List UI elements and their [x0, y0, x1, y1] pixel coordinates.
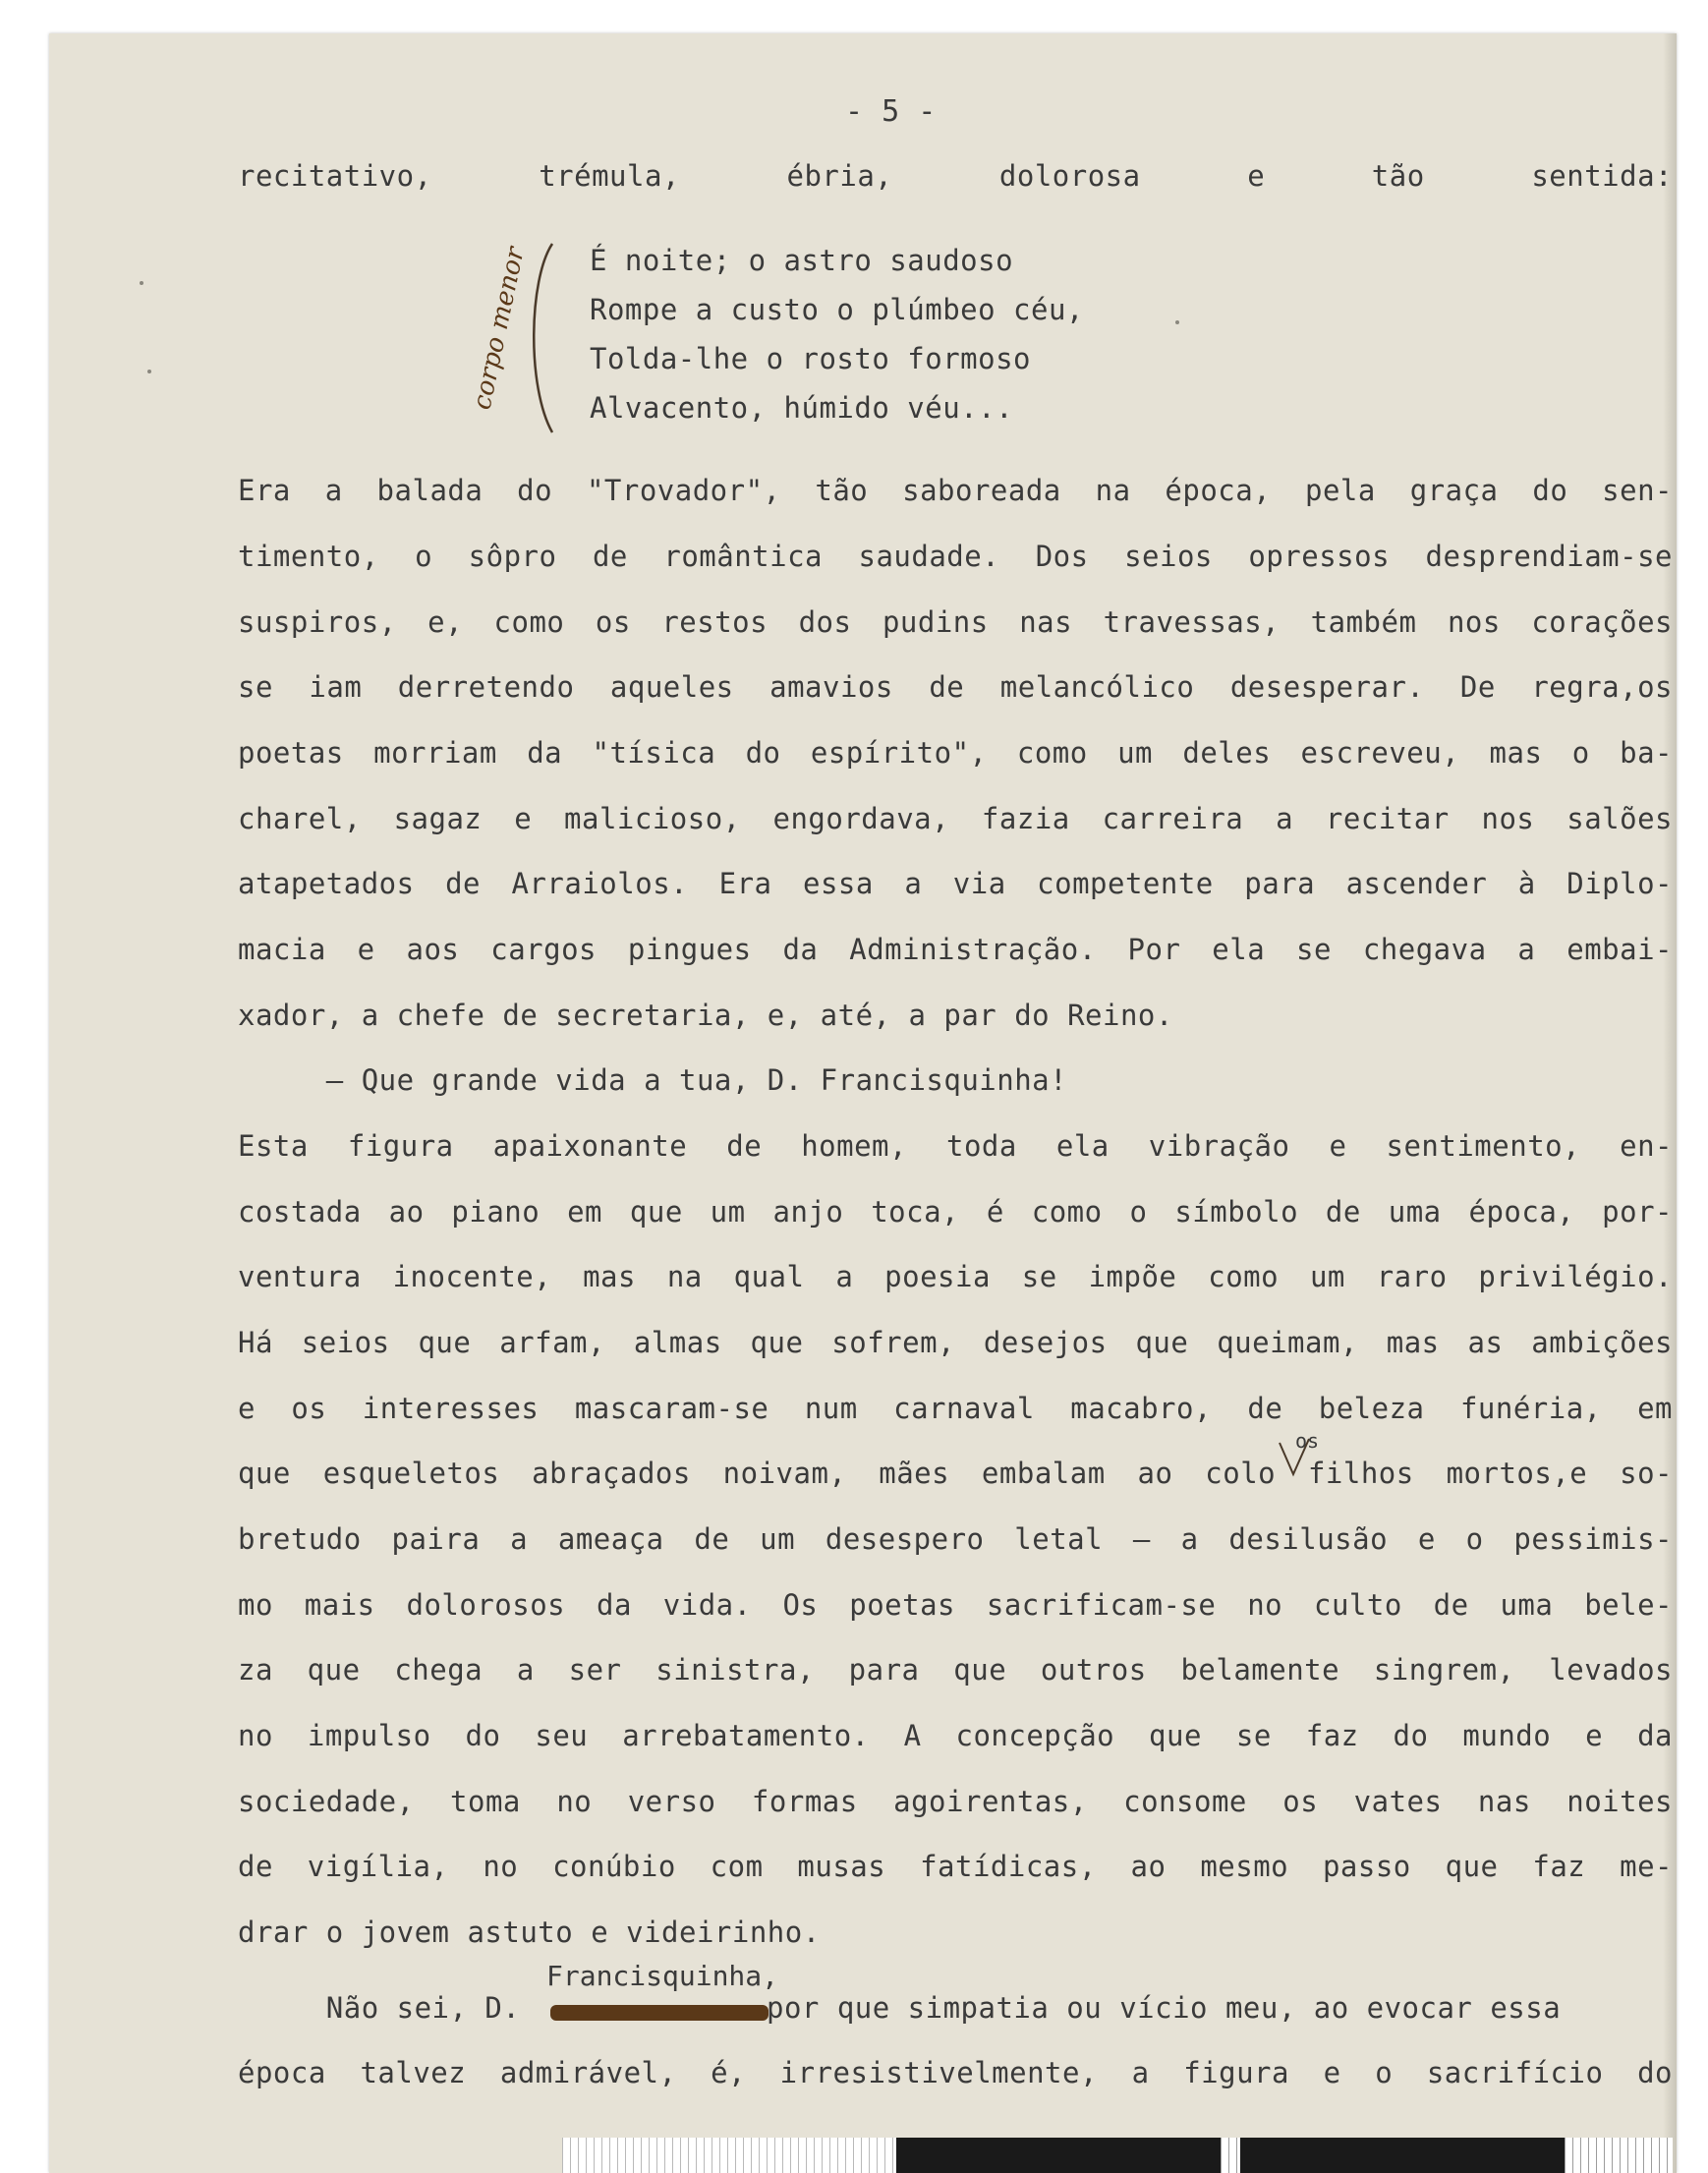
ruler-black-segment [1240, 2138, 1565, 2173]
paragraph-2-line: bretudo paira a ameaça de um desespero letal — a desilusão e o pessimis- [238, 1522, 1673, 1556]
opening-line: recitativo, trémula, ébria, dolorosa e tão sentida: [238, 159, 1673, 193]
paragraph-2-line: costada ao piano em que um anjo toca, é como o símbolo de uma época, por- [238, 1195, 1673, 1229]
ruler-black-segment [896, 2138, 1221, 2173]
paragraph-1-line: suspiros, e, como os restos dos pudins nas travessas, também nos corações [238, 605, 1673, 639]
paper-speck [147, 370, 151, 373]
ruler-ticks [1565, 2138, 1673, 2173]
margin-note-handwriting [462, 236, 531, 423]
ruler-ticks [562, 2138, 896, 2173]
ruler-ticks [1221, 2138, 1240, 2173]
paragraph-2-last-line: drar o jovem astuto e videirinho. [238, 1916, 821, 1949]
paragraph-1-line: atapetados de Arraiolos. Era essa a via competente para ascender à Diplo- [238, 867, 1673, 900]
margin-note-text: corpo menor [467, 244, 531, 413]
paragraph-2-line: no impulso do seu arrebatamento. A concepção que se faz do mundo e da [238, 1719, 1673, 1752]
paragraph-2-line: mo mais dolorosos da vida. Os poetas sacrificam-se no culto de uma bele- [238, 1588, 1673, 1622]
scale-ruler [562, 2138, 1673, 2173]
paragraph-2-line: de vigília, no conúbio com musas fatídicas, ao mesmo passo que faz me- [238, 1850, 1673, 1883]
page-number: - 5 - [845, 94, 937, 129]
paragraph-2-line: sociedade, toma no verso formas agoirentas, consome os vates nas noites [238, 1785, 1673, 1818]
paper-speck [1175, 320, 1179, 324]
paragraph-2-line: ventura inocente, mas na qual a poesia se impõe como um raro privilégio. [238, 1260, 1673, 1293]
insertion-text-colo: os [1295, 1429, 1320, 1453]
paragraph-2-line: Há seios que arfam, almas que sofrem, desejos que queimam, mas as ambições [238, 1326, 1673, 1359]
paper-speck [140, 281, 143, 285]
verse-line-1: É noite; o astro saudoso [590, 244, 1014, 277]
handwritten-insertion: Francisquinha, [546, 1960, 779, 1992]
paragraph-1-line: se iam derretendo aqueles amavios de melancólico desesperar. De regra,os [238, 670, 1673, 704]
paragraph-3-line-1-start: Não sei, D. [238, 1991, 521, 2025]
verse-line-3: Tolda-lhe o rosto formoso [590, 342, 1031, 375]
paragraph-1-last-line: xador, a chefe de secretaria, e, até, a par do Reino. [238, 999, 1173, 1032]
dialogue-line: — Que grande vida a tua, D. Francisquinha! [238, 1063, 1068, 1097]
paragraph-2-line: za que chega a ser sinistra, para que outros belamente singrem, levados [238, 1653, 1673, 1687]
verse-line-2: Rompe a custo o plúmbeo céu, [590, 293, 1084, 326]
struck-out-word [550, 2005, 769, 2021]
verse-line-4: Alvacento, húmido véu... [590, 391, 1014, 425]
paragraph-3-line-1-end: por que simpatia ou vício meu, ao evocar essa [767, 1991, 1562, 2025]
paragraph-2-line: Esta figura apaixonante de homem, toda ela vibração e sentimento, en- [238, 1129, 1673, 1163]
paragraph-1-line: timento, o sôpro de romântica saudade. Dos seios opressos desprendiam-se [238, 540, 1673, 573]
paragraph-1-line: Era a balada do "Trovador", tão saboreada na época, pela graça do sen- [238, 474, 1673, 507]
paragraph-1-line: poetas morriam da "tísica do espírito", como um deles escreveu, mas o ba- [238, 736, 1673, 770]
paragraph-2-line: e os interesses mascaram-se num carnaval macabro, de beleza funéria, em [238, 1392, 1673, 1425]
paragraph-1-line: charel, sagaz e malicioso, engordava, fazia carreira a recitar nos salões [238, 802, 1673, 835]
paragraph-1-line: macia e aos cargos pingues da Administração. Por ela se chegava a embai- [238, 933, 1673, 966]
paragraph-3-line-2: época talvez admirável, é, irresistivelmente, a figura e o sacrifício do [238, 2056, 1673, 2089]
paragraph-2-line: que esqueletos abraçados noivam, mães embalam ao colo filhos mortos,e so- [238, 1457, 1673, 1490]
